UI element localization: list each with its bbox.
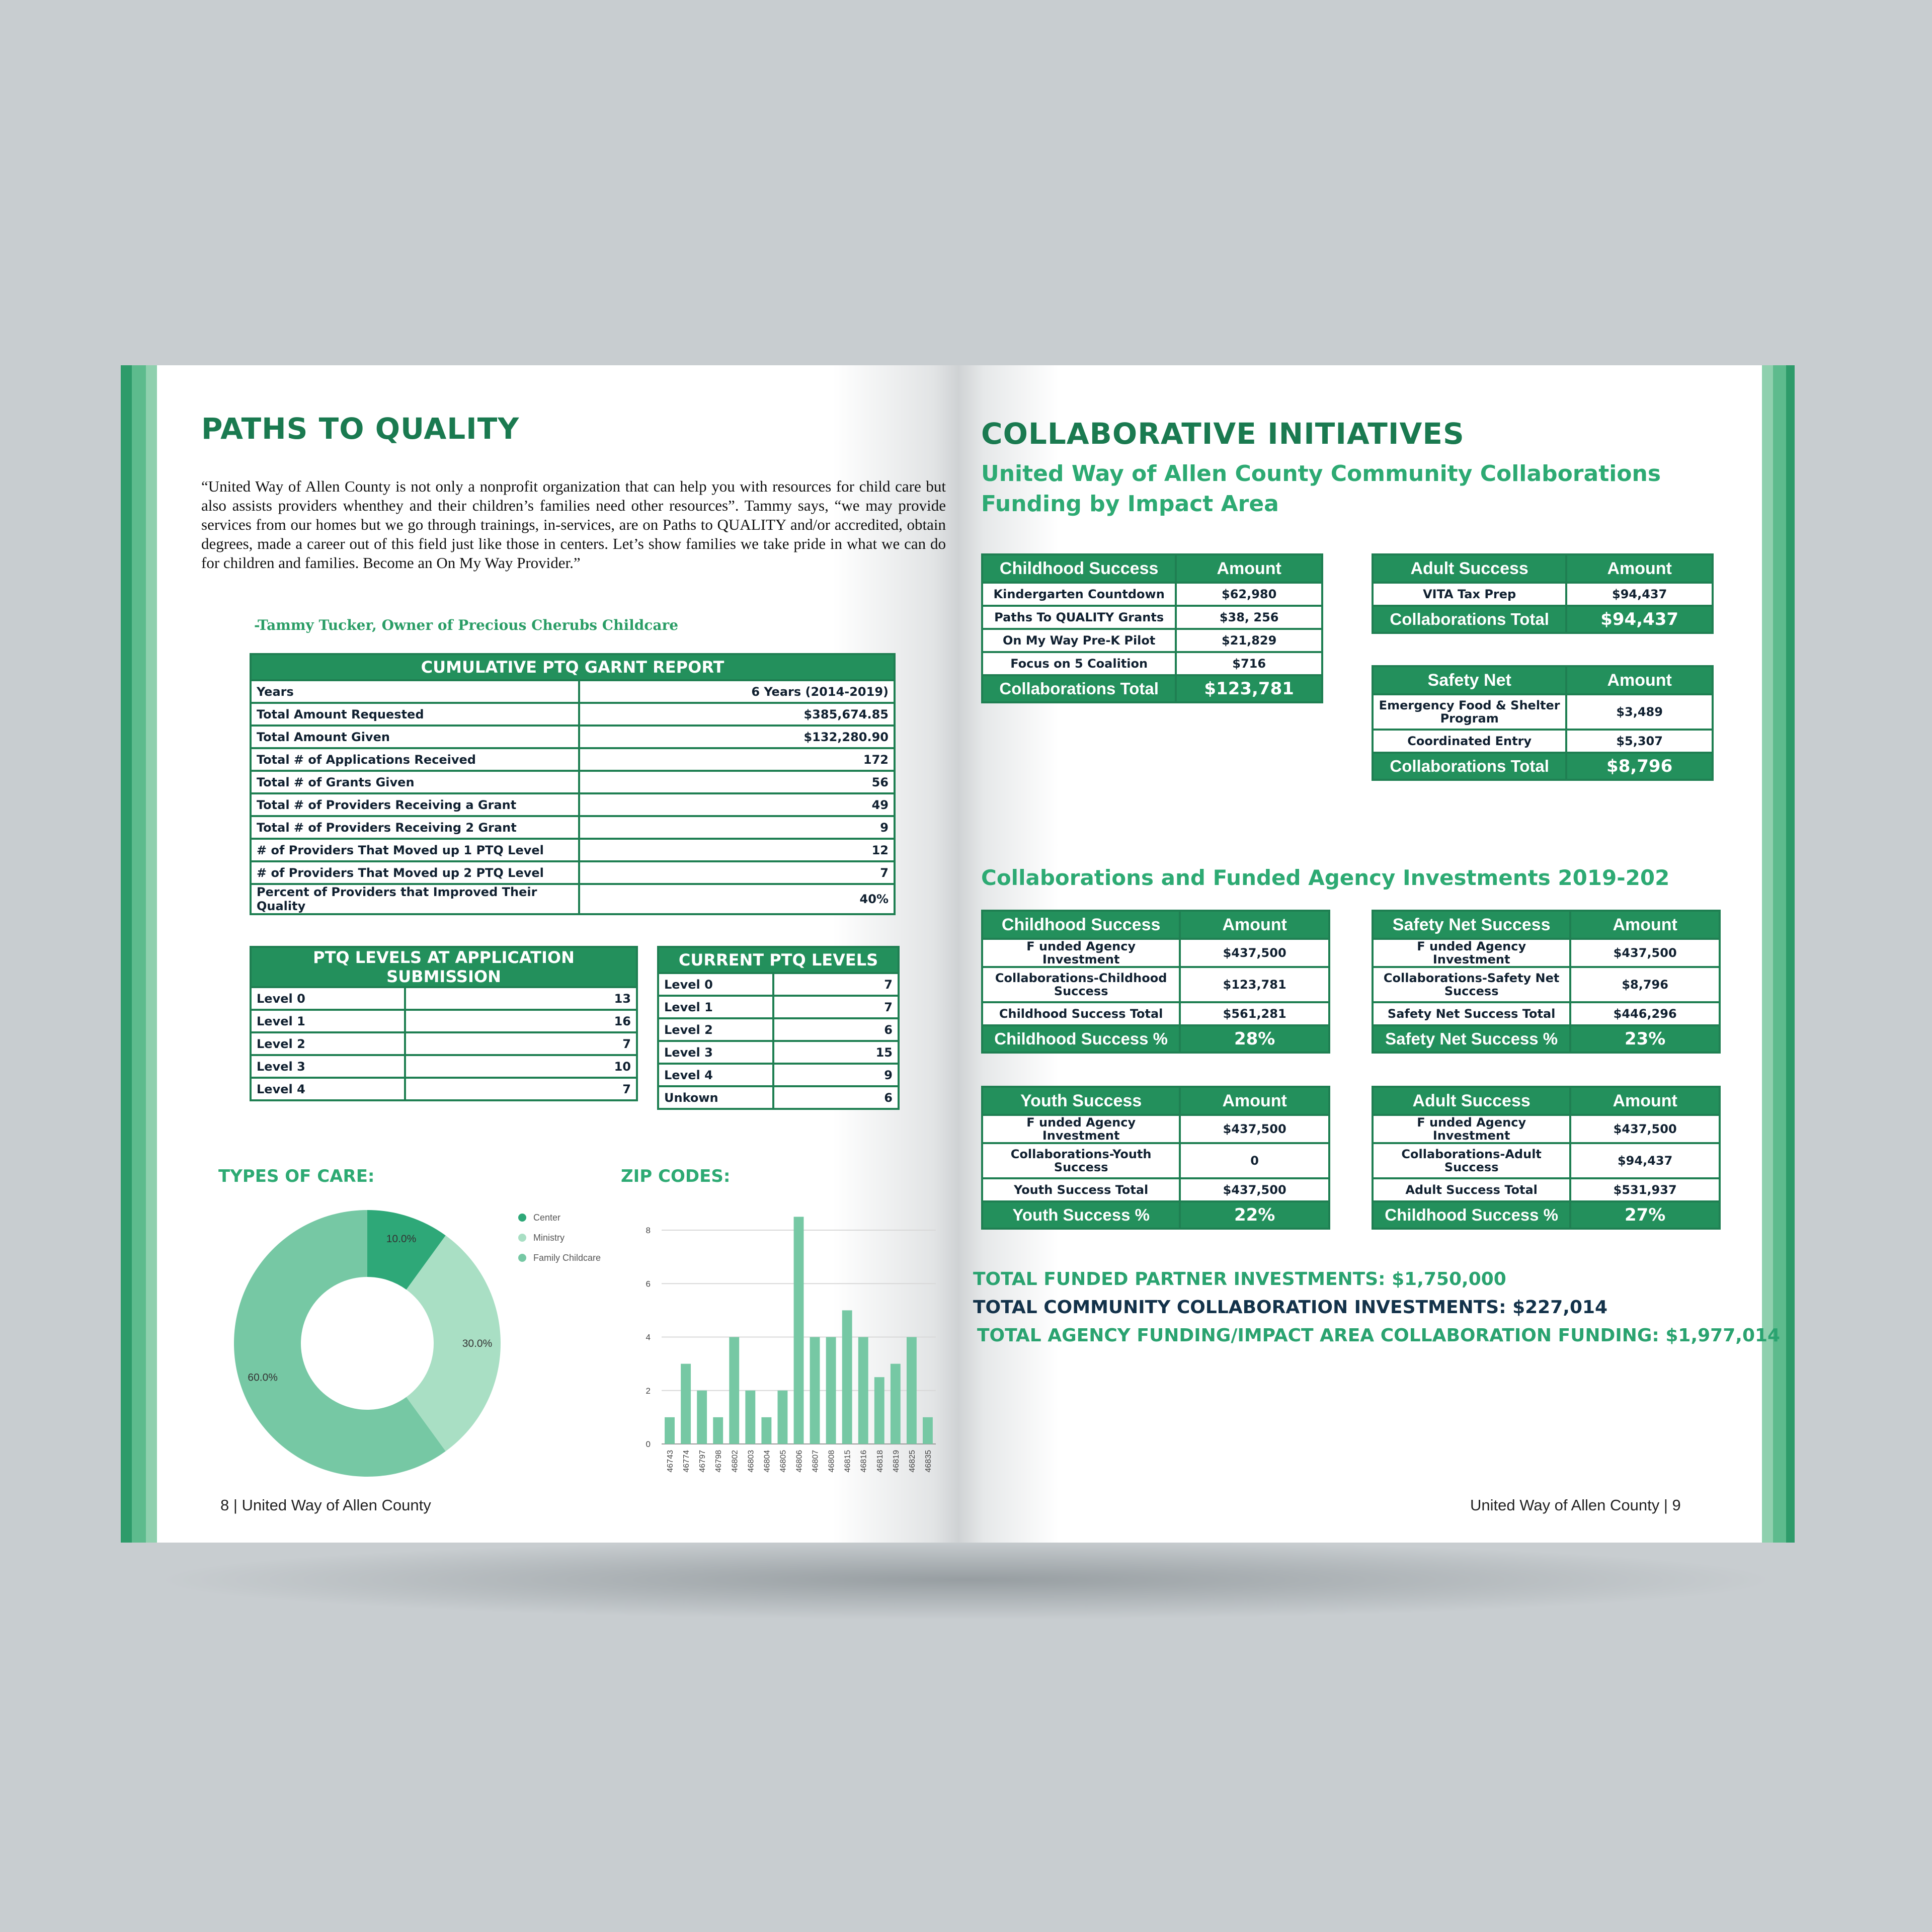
row-label: Level 0 — [251, 987, 405, 1010]
row-value: $446,296 — [1570, 1002, 1720, 1025]
total-label: Childhood Success % — [1373, 1201, 1570, 1229]
row-value: 7 — [773, 996, 899, 1018]
page-edge-stripe — [146, 365, 157, 1543]
table-row — [982, 1002, 1329, 1025]
pie-slice-label: 30.0% — [462, 1338, 493, 1349]
row-value: 6 — [773, 1018, 899, 1041]
column-header: Adult Success — [1373, 1087, 1570, 1115]
table-row — [251, 839, 895, 861]
total-label: Safety Net Success % — [1373, 1025, 1570, 1053]
row-value: 40% — [579, 884, 895, 914]
row-label: Level 1 — [251, 1010, 405, 1032]
row-value: 172 — [579, 748, 895, 771]
bar-46805 — [778, 1391, 788, 1444]
table-row — [658, 1064, 899, 1086]
bar-46797 — [697, 1391, 707, 1444]
row-label: Unkown — [658, 1086, 773, 1109]
bar-46807 — [810, 1337, 820, 1444]
types-of-care-donut-chart — [221, 1197, 503, 1489]
page-edge-stripe — [121, 365, 132, 1543]
row-label: Collaborations-Safety Net Success — [1373, 967, 1570, 1002]
row-value: $437,500 — [1180, 1115, 1329, 1143]
row-label: Total # of Grants Given — [251, 771, 579, 793]
table-row — [251, 1032, 637, 1055]
row-label: Youth Success Total — [982, 1178, 1180, 1201]
table-row — [982, 1115, 1329, 1143]
bar-46819 — [891, 1364, 901, 1444]
bar-46818 — [874, 1377, 884, 1444]
row-label: Level 3 — [658, 1041, 773, 1064]
bar-46806 — [794, 1217, 804, 1444]
book-shadow — [151, 1540, 1781, 1620]
row-value: $437,500 — [1570, 1115, 1720, 1143]
row-label: Kindergarten Countdown — [982, 583, 1176, 606]
legend-swatch — [518, 1234, 526, 1242]
table-row — [251, 1010, 637, 1032]
table-row — [251, 726, 895, 748]
total-row — [1373, 1025, 1720, 1053]
row-value: 6 — [773, 1086, 899, 1109]
table-title: CURRENT PTQ LEVELS — [658, 947, 899, 973]
row-label: Collaborations-Youth Success — [982, 1143, 1180, 1178]
table-row — [251, 680, 895, 703]
table-row — [1373, 694, 1713, 730]
column-header: Safety Net Success — [1373, 911, 1570, 939]
row-label: Level 4 — [251, 1078, 405, 1100]
table-row — [982, 583, 1322, 606]
total-agency-funding: TOTAL AGENCY FUNDING/IMPACT AREA COLLABORATION FUNDING: $1,977,014 — [977, 1325, 1781, 1346]
youth-success-investment-table — [981, 1086, 1330, 1230]
bar-46803 — [745, 1391, 755, 1444]
row-label: On My Way Pre-K Pilot — [982, 629, 1176, 652]
page-edge-stripe — [1786, 365, 1795, 1543]
table-row — [251, 703, 895, 726]
row-value: $437,500 — [1180, 939, 1329, 967]
page-subtitle: United Way of Allen County Community Collaborations Funding by Impact Area — [981, 461, 1661, 517]
table-row — [1373, 730, 1713, 753]
table-row — [1373, 1143, 1720, 1178]
table-row — [251, 793, 895, 816]
row-label: Level 3 — [251, 1055, 405, 1078]
row-label: Adult Success Total — [1373, 1178, 1570, 1201]
row-value: 7 — [405, 1078, 637, 1100]
row-label: Percent of Providers that Improved Their Quality — [251, 884, 579, 914]
row-value: 9 — [773, 1064, 899, 1086]
page-edge-stripe — [1762, 365, 1773, 1543]
table-row — [251, 771, 895, 793]
pie-slice-label: 60.0% — [248, 1372, 278, 1384]
current-levels-table — [657, 946, 900, 1110]
total-value: $8,796 — [1566, 753, 1713, 780]
row-label: F unded Agency Investment — [1373, 1115, 1570, 1143]
total-label: Collaborations Total — [1373, 753, 1566, 780]
total-community-collaboration-investments: TOTAL COMMUNITY COLLABORATION INVESTMENTS: $227,014 — [973, 1297, 1608, 1318]
row-label: Total # of Providers Receiving a Grant — [251, 793, 579, 816]
table-row — [251, 987, 637, 1010]
bar-46816 — [858, 1337, 868, 1444]
row-label: Total # of Applications Received — [251, 748, 579, 771]
column-header: Youth Success — [982, 1087, 1180, 1115]
total-funded-partner-investments: TOTAL FUNDED PARTNER INVESTMENTS: $1,750,000 — [973, 1269, 1506, 1290]
investments-title: Collaborations and Funded Agency Investments 2019-202 — [981, 865, 1670, 890]
table-row — [982, 606, 1322, 629]
row-value: $62,980 — [1176, 583, 1322, 606]
quote-author: -Tammy Tucker, Owner of Precious Cherubs Childcare — [254, 617, 679, 633]
column-header: Amount — [1570, 911, 1720, 939]
table-title: CUMULATIVE PTQ GARNT REPORT — [251, 654, 895, 680]
table-row — [982, 1143, 1329, 1178]
table-row — [1373, 967, 1720, 1002]
column-header: Amount — [1180, 911, 1329, 939]
table-row — [251, 884, 895, 914]
row-value: 13 — [405, 987, 637, 1010]
total-row — [982, 1025, 1329, 1053]
bar-46802 — [729, 1337, 739, 1444]
x-tick-label: 46806 — [795, 1450, 804, 1473]
row-label: Emergency Food & Shelter Program — [1373, 694, 1566, 730]
x-tick-label: 46835 — [924, 1450, 933, 1473]
row-label: # of Providers That Moved up 1 PTQ Level — [251, 839, 579, 861]
legend-item — [518, 1228, 601, 1248]
total-value: $123,781 — [1176, 675, 1322, 702]
row-value: $437,500 — [1180, 1178, 1329, 1201]
x-tick-label: 46797 — [698, 1450, 707, 1473]
legend-swatch — [518, 1214, 526, 1222]
row-label: Focus on 5 Coalition — [982, 652, 1176, 675]
column-header: Amount — [1566, 554, 1713, 583]
x-tick-label: 46743 — [666, 1450, 675, 1473]
table-row — [982, 967, 1329, 1002]
page-footer: 8 | United Way of Allen County — [220, 1496, 431, 1514]
table-row — [251, 1055, 637, 1078]
total-label: Collaborations Total — [982, 675, 1176, 702]
row-value: 56 — [579, 771, 895, 793]
row-label: Safety Net Success Total — [1373, 1002, 1570, 1025]
row-value: 7 — [579, 861, 895, 884]
row-label: Level 2 — [251, 1032, 405, 1055]
page-title: COLLABORATIVE INITIATIVES — [981, 417, 1465, 451]
table-row — [658, 973, 899, 996]
row-value: 6 Years (2014-2019) — [579, 680, 895, 703]
total-value: 22% — [1180, 1201, 1329, 1229]
row-value: $716 — [1176, 652, 1322, 675]
row-value: 10 — [405, 1055, 637, 1078]
page-edge-stripe — [1773, 365, 1786, 1543]
row-label: Paths To QUALITY Grants — [982, 606, 1176, 629]
total-row — [982, 675, 1322, 702]
types-of-care-title: TYPES OF CARE: — [218, 1166, 375, 1186]
y-tick-label: 4 — [646, 1332, 651, 1342]
bar-46808 — [826, 1337, 836, 1444]
bar-46743 — [665, 1417, 675, 1444]
x-tick-label: 46774 — [682, 1450, 691, 1473]
total-label: Youth Success % — [982, 1201, 1180, 1229]
table-row — [982, 629, 1322, 652]
total-row — [982, 1201, 1329, 1229]
x-tick-label: 46805 — [779, 1450, 788, 1473]
x-tick-label: 46803 — [747, 1450, 756, 1473]
x-tick-label: 46802 — [731, 1450, 740, 1473]
row-label: Total Amount Given — [251, 726, 579, 748]
row-label: Level 2 — [658, 1018, 773, 1041]
bar-46774 — [681, 1364, 691, 1444]
row-value: 12 — [579, 839, 895, 861]
row-label: F unded Agency Investment — [1373, 939, 1570, 967]
y-tick-label: 8 — [646, 1226, 651, 1235]
total-label: Collaborations Total — [1373, 606, 1566, 633]
row-value: 16 — [405, 1010, 637, 1032]
legend-label: Center — [533, 1212, 561, 1223]
safety-net-collab-table — [1372, 665, 1714, 781]
bar-46815 — [842, 1310, 852, 1444]
legend-label: Family Childcare — [533, 1252, 601, 1263]
row-value: $94,437 — [1566, 583, 1713, 606]
chart-legend — [518, 1208, 601, 1268]
row-value: $123,781 — [1180, 967, 1329, 1002]
row-value: $531,937 — [1570, 1178, 1720, 1201]
x-tick-label: 46825 — [908, 1450, 917, 1473]
column-header: Childhood Success — [982, 554, 1176, 583]
row-value: $3,489 — [1566, 694, 1713, 730]
row-label: Level 4 — [658, 1064, 773, 1086]
column-header: Amount — [1180, 1087, 1329, 1115]
table-row — [658, 1086, 899, 1109]
row-value: $21,829 — [1176, 629, 1322, 652]
row-label: # of Providers That Moved up 2 PTQ Level — [251, 861, 579, 884]
legend-swatch — [518, 1254, 526, 1262]
table-row — [658, 1041, 899, 1064]
column-header: Adult Success — [1373, 554, 1566, 583]
row-value: $38, 256 — [1176, 606, 1322, 629]
zip-codes-title: ZIP CODES: — [621, 1166, 731, 1186]
x-tick-label: 46804 — [763, 1450, 772, 1473]
childhood-success-collab-table — [981, 553, 1323, 703]
row-value: $561,281 — [1180, 1002, 1329, 1025]
x-tick-label: 46807 — [811, 1450, 820, 1473]
row-value: 7 — [405, 1032, 637, 1055]
row-label: Collaborations-Childhood Success — [982, 967, 1180, 1002]
row-label: Total # of Providers Receiving 2 Grant — [251, 816, 579, 839]
row-value: $385,674.85 — [579, 703, 895, 726]
table-row — [251, 748, 895, 771]
bar-46798 — [713, 1417, 723, 1444]
column-header: Amount — [1176, 554, 1322, 583]
table-row — [658, 996, 899, 1018]
adult-success-collab-table — [1372, 553, 1714, 634]
legend-item — [518, 1248, 601, 1268]
table-row — [1373, 1178, 1720, 1201]
column-header: Safety Net — [1373, 666, 1566, 694]
y-tick-label: 2 — [646, 1386, 651, 1396]
page-footer: United Way of Allen County | 9 — [1470, 1496, 1681, 1514]
legend-label: Ministry — [533, 1232, 565, 1243]
x-tick-label: 46818 — [875, 1450, 884, 1473]
bar-46835 — [923, 1417, 933, 1444]
row-value: $437,500 — [1570, 939, 1720, 967]
table-row — [1373, 583, 1713, 606]
row-label: VITA Tax Prep — [1373, 583, 1566, 606]
legend-item — [518, 1208, 601, 1228]
table-row — [658, 1018, 899, 1041]
x-tick-label: 46808 — [827, 1450, 836, 1473]
table-row — [251, 816, 895, 839]
row-label: F unded Agency Investment — [982, 1115, 1180, 1143]
table-row — [1373, 1002, 1720, 1025]
adult-success-investment-table — [1372, 1086, 1721, 1230]
row-value: 49 — [579, 793, 895, 816]
total-value: 28% — [1180, 1025, 1329, 1053]
row-label: Collaborations-Adult Success — [1373, 1143, 1570, 1178]
bar-46825 — [907, 1337, 917, 1444]
testimonial-quote: “United Way of Allen County is not only a nonprofit organization that can help you with resources for child care but also assists providers whenthey and their children’s families need other resources”. Tammy says, “we may provide services from our homes but we go through trainings, in-services, are on Paths to QUALITY and/or accredited, obtain degrees, made a career out of this field just like those in centers. Let’s show families we take pride in what we can do for children and families. Become an On My Way Provider.” — [201, 477, 946, 572]
row-value: $94,437 — [1570, 1143, 1720, 1178]
column-header: Amount — [1566, 666, 1713, 694]
childhood-success-investment-table — [981, 910, 1330, 1054]
row-label: Years — [251, 680, 579, 703]
total-value: 23% — [1570, 1025, 1720, 1053]
y-tick-label: 6 — [646, 1279, 651, 1289]
row-value: $132,280.90 — [579, 726, 895, 748]
total-label: Childhood Success % — [982, 1025, 1180, 1053]
x-tick-label: 46816 — [859, 1450, 868, 1473]
total-row — [1373, 753, 1713, 780]
row-label: F unded Agency Investment — [982, 939, 1180, 967]
table-row — [982, 939, 1329, 967]
table-row — [251, 861, 895, 884]
column-header: Childhood Success — [982, 911, 1180, 939]
safety-net-investment-table — [1372, 910, 1721, 1054]
row-value: 9 — [579, 816, 895, 839]
total-row — [1373, 606, 1713, 633]
total-value: 27% — [1570, 1201, 1720, 1229]
total-row — [1373, 1201, 1720, 1229]
table-title: PTQ LEVELS AT APPLICATION SUBMISSION — [251, 947, 637, 987]
zip-codes-bar-chart — [639, 1208, 941, 1489]
row-label: Level 0 — [658, 973, 773, 996]
x-tick-label: 46798 — [714, 1450, 723, 1473]
y-tick-label: 0 — [646, 1439, 651, 1449]
x-tick-label: 46815 — [843, 1450, 852, 1473]
bar-46804 — [761, 1417, 771, 1444]
table-row — [982, 1178, 1329, 1201]
levels-at-application-table — [250, 946, 638, 1101]
row-label: Coordinated Entry — [1373, 730, 1566, 753]
page-title: PATHS TO QUALITY — [201, 412, 520, 446]
total-value: $94,437 — [1566, 606, 1713, 633]
pie-slice-label: 10.0% — [386, 1233, 417, 1245]
table-row — [1373, 939, 1720, 967]
table-row — [982, 652, 1322, 675]
row-label: Childhood Success Total — [982, 1002, 1180, 1025]
grant-report-table — [250, 653, 896, 915]
table-row — [1373, 1115, 1720, 1143]
x-tick-label: 46819 — [892, 1450, 901, 1473]
row-label: Level 1 — [658, 996, 773, 1018]
row-value: 15 — [773, 1041, 899, 1064]
page-edge-stripe — [132, 365, 146, 1543]
row-value: 7 — [773, 973, 899, 996]
row-value: $8,796 — [1570, 967, 1720, 1002]
row-value: 0 — [1180, 1143, 1329, 1178]
column-header: Amount — [1570, 1087, 1720, 1115]
row-value: $5,307 — [1566, 730, 1713, 753]
table-row — [251, 1078, 637, 1100]
row-label: Total Amount Requested — [251, 703, 579, 726]
